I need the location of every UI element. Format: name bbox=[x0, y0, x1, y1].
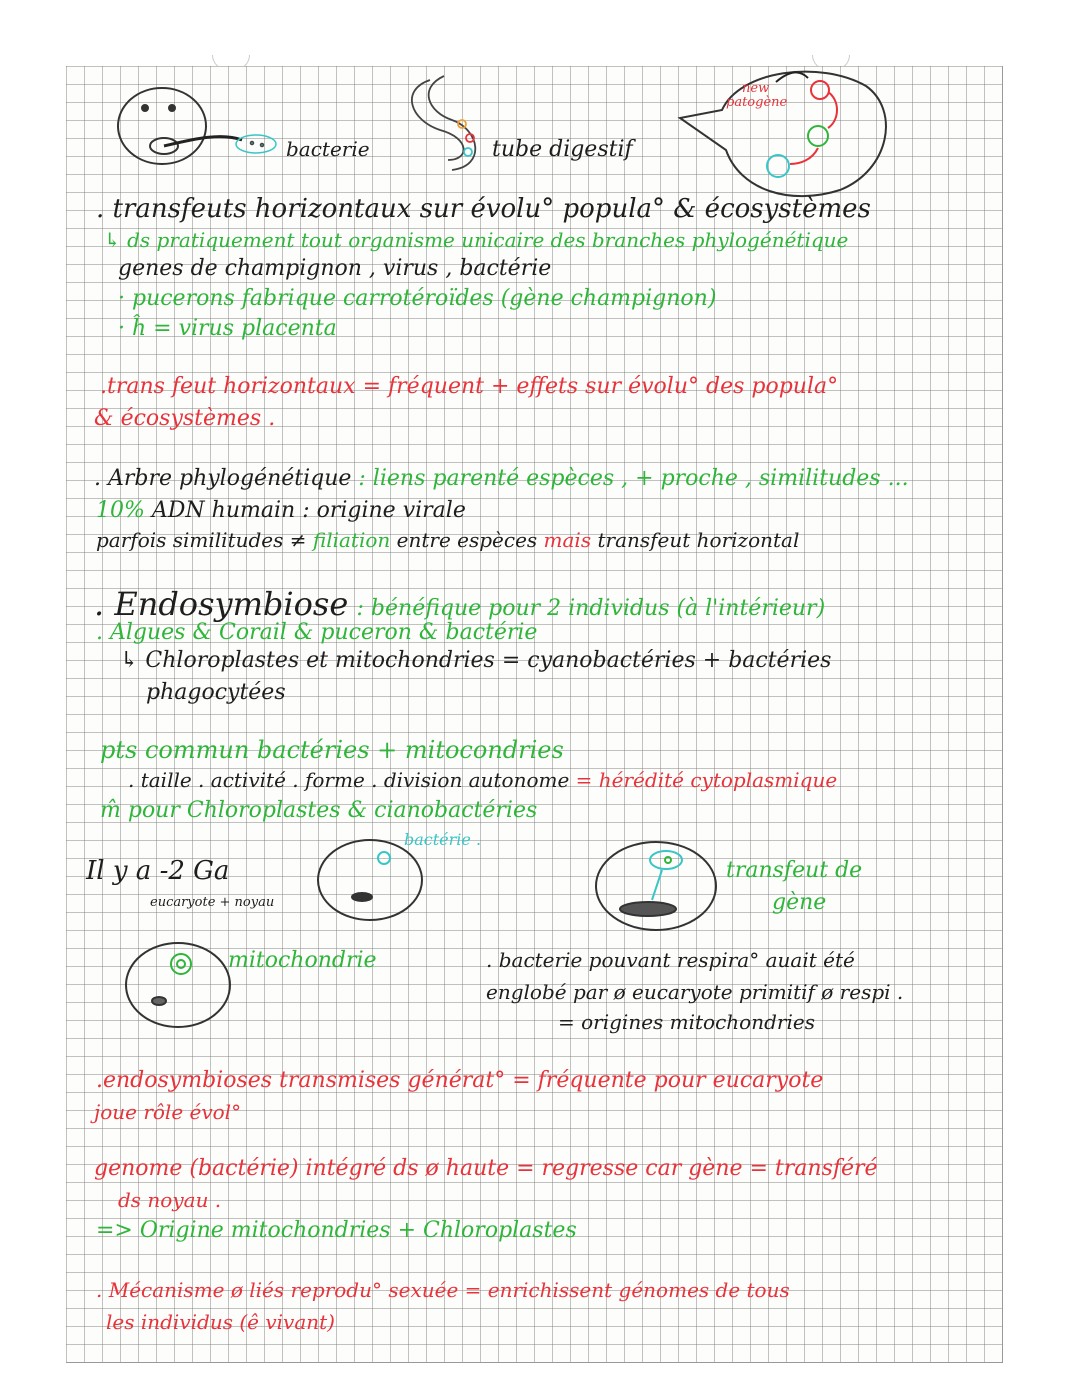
s7-line1: .endosymbioses transmises générat° = fréquente pour eucaryote bbox=[96, 1068, 824, 1093]
bacteria-pill-drawing bbox=[236, 135, 276, 153]
s4-benefique: : bénéfique pour 2 individus (à l'intérieur) bbox=[356, 596, 826, 621]
s4-line4: phagocytées bbox=[146, 680, 286, 705]
s3-line3 bbox=[96, 530, 799, 550]
s3-transfert-horizontal: transfeut horizontal bbox=[597, 528, 800, 552]
s4-line2 bbox=[96, 622, 537, 644]
s5-heredite: = hérédité cytoplasmique bbox=[575, 768, 838, 792]
s6-transfert-1: transfeut de bbox=[726, 858, 863, 883]
face-drawing bbox=[118, 88, 242, 164]
s3-mais: mais bbox=[543, 528, 592, 552]
s8-line2: ds noyau . bbox=[118, 1188, 222, 1212]
s5-characteristics: . taille . activité . forme . division autonome bbox=[128, 768, 570, 792]
s7-line2: joue rôle évol° bbox=[94, 1100, 242, 1124]
s9-line2: les individus (ê vivant) bbox=[106, 1310, 335, 1334]
s8-line1: genome (bactérie) intégré ds ø haute = regresse car gène = transféré bbox=[94, 1156, 878, 1181]
s3-filiation: filiation bbox=[312, 528, 391, 552]
new-pathogen-label-2: patogène bbox=[726, 95, 788, 110]
s4-puceron-bacterie: & puceron & bactérie bbox=[293, 620, 538, 645]
s8-line3 bbox=[96, 1220, 577, 1242]
s1-line4: · pucerons fabrique carrotéroïdes (gène champignon) bbox=[118, 286, 717, 311]
s3-adn-humain: ADN humain : origine virale bbox=[151, 498, 466, 523]
s4-title-line bbox=[94, 585, 826, 623]
s3-arbre-phylogenetique: . Arbre phylogénétique bbox=[94, 466, 352, 491]
s8-origine: => Origine bbox=[96, 1218, 224, 1243]
s6-para3: = origines mitochondries bbox=[558, 1010, 815, 1034]
bacteria-label: bacterie bbox=[286, 137, 370, 161]
s1-line2: ↳ ds pratiquement tout organisme unicaire des branches phylogénétique bbox=[104, 228, 849, 252]
digestive-tube-label: tube digestif bbox=[492, 137, 633, 162]
s6-para1: . bacterie pouvant respira° auait été bbox=[486, 948, 855, 972]
s3-liens-parente: : liens parenté espèces , + proche , similitudes ... bbox=[358, 466, 909, 491]
s1-line5: · ĥ = virus placenta bbox=[118, 316, 337, 341]
s6-bacterie-label: bactérie . bbox=[404, 830, 482, 849]
s5-line1: pts commun bactéries + mitocondries bbox=[100, 736, 564, 764]
s1-line1: . transfeuts horizontaux sur évolu° popula° & écosystèmes bbox=[96, 194, 871, 224]
s2-line1: .trans feut horizontaux = fréquent + effets sur évolu° des popula° bbox=[100, 374, 839, 399]
s6-eucaryote-label: eucaryote + noyau bbox=[150, 895, 275, 910]
s6-il-y-a: Il y a -2 Ga bbox=[86, 856, 230, 886]
mitochondria-cell-drawing bbox=[126, 943, 230, 1027]
s1-line3: genes de champignon , virus , bactérie bbox=[118, 256, 552, 281]
gene-transfer-cell-drawing bbox=[596, 842, 716, 930]
new-pathogen-cell-drawing bbox=[680, 72, 886, 197]
s3-parfois: parfois similitudes ≠ bbox=[96, 528, 307, 552]
s3-entre-especes: entre espèces bbox=[396, 528, 538, 552]
eucaryote-cell-drawing bbox=[318, 840, 422, 920]
digestive-tube-drawing bbox=[412, 76, 475, 170]
s5-line3: m̂ pour Chloroplastes & cianobactéries bbox=[100, 798, 538, 823]
s4-line3: ↳ Chloroplastes et mitochondries = cyanobactéries + bactéries bbox=[120, 648, 832, 673]
s5-line2 bbox=[128, 770, 837, 790]
s3-percent: 10% bbox=[96, 498, 145, 523]
s6-para2: englobé par ø eucaryote primitif ø respi . bbox=[486, 980, 904, 1004]
s3-line2 bbox=[96, 500, 466, 522]
s9-line1: . Mécanisme ø liés reprodu° sexuée = enrichissent génomes de tous bbox=[96, 1278, 790, 1302]
s3-line1 bbox=[94, 468, 909, 490]
new-pathogen-label-1: new bbox=[742, 81, 770, 96]
s2-line2: & écosystèmes . bbox=[94, 406, 276, 431]
s6-transfert-2: gène bbox=[772, 890, 827, 915]
s8-mito-chloro: mitochondries + Chloroplastes bbox=[230, 1218, 577, 1243]
s4-endosymbiose-title: . Endosymbiose bbox=[94, 585, 349, 623]
s6-mitochondrie-label: mitochondrie bbox=[228, 948, 377, 973]
s4-algues-corail: . Algues & Corail bbox=[96, 620, 287, 645]
